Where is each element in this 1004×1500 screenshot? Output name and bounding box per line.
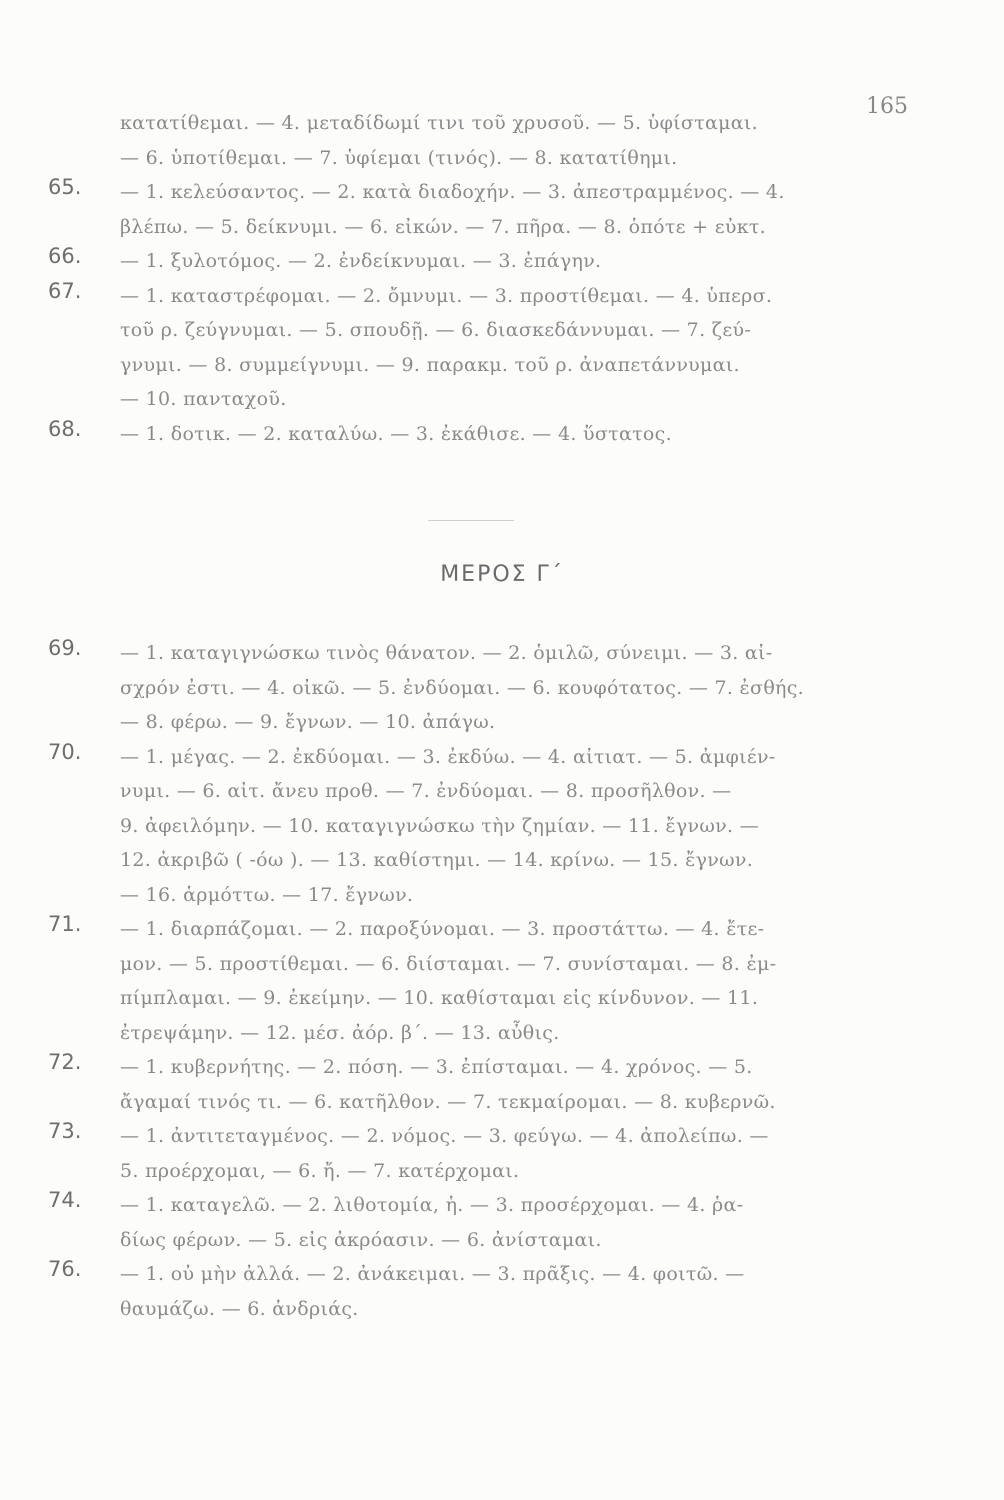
exercise-number: 69.: [48, 636, 82, 660]
answer-line: σχρόν ἐστι. — 4. οἰκῶ. — 5. ἐνδύομαι. — 6. κουφότατος. — 7. ἐσθής.: [120, 676, 805, 699]
answer-line: νυμι. — 6. αἰτ. ἄνευ προθ. — 7. ἐνδύομαι. — 8. προσῆλθον. —: [120, 780, 732, 802]
answer-line: — 10. πανταχοῦ.: [120, 388, 287, 410]
answer-line: — 1. καταστρέφομαι. — 2. ὄμνυμι. — 3. προστίθεμαι. — 4. ὑπερσ.: [120, 284, 773, 307]
answer-line: κατατίθεμαι. — 4. μεταδίδωμί τινι τοῦ χρυσοῦ. — 5. ὑφίσταμαι.: [120, 112, 758, 134]
exercise-entry: [48, 912, 916, 1050]
exercise-number: 71.: [48, 912, 82, 936]
exercise-number: 68.: [48, 416, 82, 441]
exercise-number: 73.: [48, 1119, 82, 1143]
exercise-number: 66.: [48, 244, 82, 268]
answer-line: βλέπω. — 5. δείκνυμι. — 6. εἰκών. — 7. πῆρα. — 8. ὁπότε + εὐκτ.: [120, 215, 767, 238]
exercise-entry: [48, 244, 916, 279]
exercise-number: 72.: [48, 1050, 82, 1074]
exercise-entry: [48, 175, 916, 244]
answer-line: ἄγαμαί τινός τι. — 6. κατῆλθον. — 7. τεκμαίρομαι. — 8. κυβερνῶ.: [120, 1090, 776, 1113]
answer-line: 12. ἀκριβῶ ( -όω ). — 13. καθίστημι. — 14. κρίνω. — 15. ἔγνων.: [120, 849, 754, 871]
answer-line: τοῦ ρ. ζεύγνυμαι. — 5. σπουδῇ. — 6. διασκεδάννυμαι. — 7. ζεύ-: [120, 319, 752, 341]
exercise-number: 74.: [48, 1188, 82, 1212]
answer-line: — 6. ὑποτίθεμαι. — 7. ὑφίεμαι (τινός). — 8. κατατίθημι.: [120, 146, 678, 169]
exercise-entry: [48, 417, 916, 452]
answer-line: — 1. καταγιγνώσκω τινὸς θάνατον. — 2. ὁμιλῶ, σύνειμι. — 3. αἰ-: [120, 642, 773, 664]
answer-line: θαυμάζω. — 6. ἀνδριάς.: [120, 1297, 359, 1320]
answer-line: δίως φέρων. — 5. εἰς ἀκρόασιν. — 6. ἀνίσταμαι.: [120, 1228, 602, 1251]
answer-line: — 1. μέγας. — 2. ἐκδύομαι. — 3. ἐκδύω. — 4. αἰτιατ. — 5. ἀμφιέν-: [120, 745, 776, 768]
exercise-entry: [48, 1119, 916, 1188]
answer-line: μον. — 5. προστίθεμαι. — 6. διίσταμαι. — 7. συνίσταμαι. — 8. ἐμ-: [120, 952, 777, 975]
exercise-number: 67.: [48, 278, 82, 303]
answer-line: — 16. ἁρμόττω. — 17. ἔγνων.: [120, 883, 414, 906]
answer-line: γνυμι. — 8. συμμείγνυμι. — 9. παρακμ. τοῦ ρ. ἀναπετάννυμαι.: [120, 353, 740, 376]
exercise-entry: [48, 1188, 916, 1257]
answer-line: — 1. κυβερνήτης. — 2. πόση. — 3. ἐπίσταμαι. — 4. χρόνος. — 5.: [120, 1056, 753, 1078]
exercise-number: 76.: [48, 1257, 82, 1281]
part-heading: ΜΕΡΟΣ Γ΄: [440, 562, 564, 587]
answer-line: — 1. ἀντιτεταγμένος. — 2. νόμος. — 3. φεύγω. — 4. ἀπολείπω. —: [120, 1125, 769, 1147]
answer-line: — 1. καταγελῶ. — 2. λιθοτομία, ἡ. — 3. προσέρχομαι. — 4. ῥα-: [120, 1194, 744, 1216]
answer-line: — 1. δοτικ. — 2. καταλύω. — 3. ἐκάθισε. — 4. ὕστατος.: [120, 422, 672, 445]
answer-line: — 1. οὐ μὴν ἀλλά. — 2. ἀνάκειμαι. — 3. πρᾶξις. — 4. φοιτῶ. —: [120, 1263, 745, 1285]
page-number: 165: [866, 94, 908, 119]
answer-line: — 1. ξυλοτόμος. — 2. ἐνδείκνυμαι. — 3. ἐπάγην.: [120, 250, 602, 272]
exercise-entry: [48, 279, 916, 417]
exercise-entry: [48, 1050, 916, 1119]
exercise-number: 70.: [48, 739, 82, 764]
answer-line: πίμπλαμαι. — 9. ἐκείμην. — 10. καθίσταμαι εἰς κίνδυνον. — 11.: [120, 987, 759, 1009]
answer-line: 5. προέρχομαι, — 6. ἤ. — 7. κατέρχομαι.: [120, 1159, 520, 1182]
exercise-entry: [48, 1257, 916, 1326]
answer-line: 9. ἀφειλόμην. — 10. καταγιγνώσκω τὴν ζημίαν. — 11. ἔγνων. —: [120, 814, 760, 837]
exercise-number: 65.: [48, 175, 82, 199]
bottom-section: [48, 636, 916, 1326]
divider-line: [428, 520, 514, 521]
answer-line: — 1. κελεύσαντος. — 2. κατὰ διαδοχήν. — 3. ἀπεστραμμένος. — 4.: [120, 181, 785, 203]
exercise-entry: [48, 740, 916, 913]
answer-line: — 8. φέρω. — 9. ἔγνων. — 10. ἀπάγω.: [120, 711, 496, 733]
exercise-entry: [48, 636, 916, 740]
answer-line: ἐτρεψάμην. — 12. μέσ. ἀόρ. β΄. — 13. αὖθις.: [120, 1021, 560, 1044]
answer-line: — 1. διαρπάζομαι. — 2. παροξύνομαι. — 3. προστάττω. — 4. ἔτε-: [120, 918, 765, 940]
top-section: [48, 106, 916, 451]
exercise-entry: [48, 106, 916, 175]
